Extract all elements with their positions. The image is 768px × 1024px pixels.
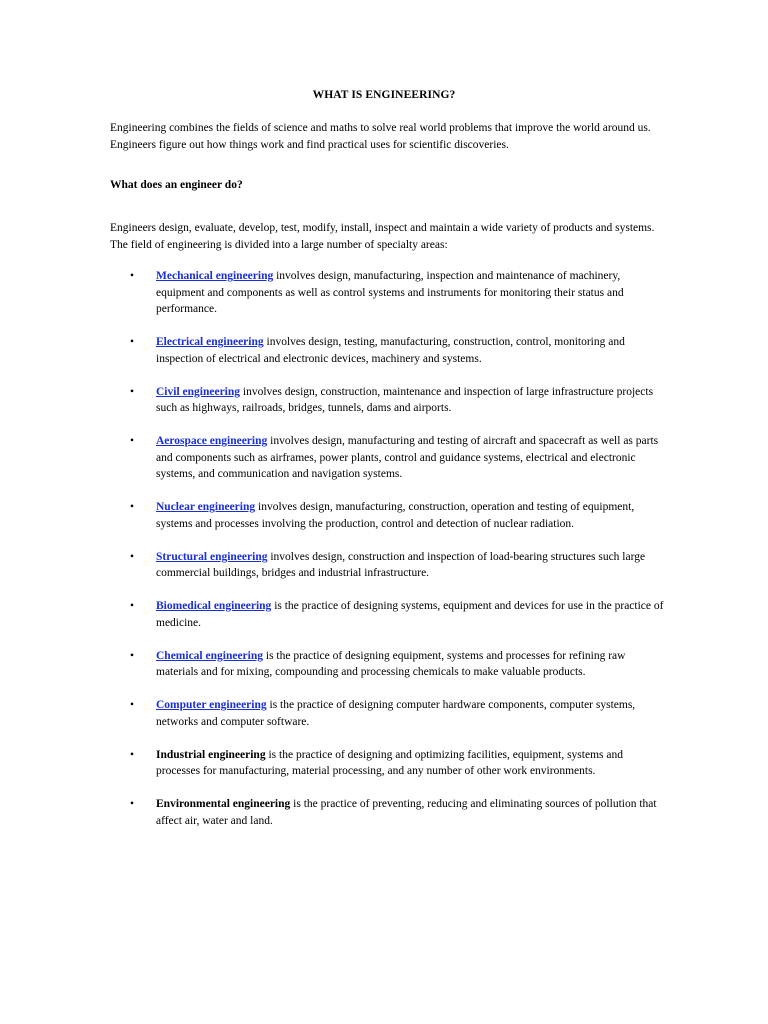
- list-item: [110, 334, 666, 367]
- list-item: [110, 747, 666, 780]
- area-description: involves design, manufacturing, inspection and maintenance of machinery, equipment and components as well as control systems and instruments for monitoring their status and performance.: [156, 270, 624, 315]
- bullet-icon: •: [130, 435, 135, 447]
- bullet-icon: •: [130, 649, 135, 662]
- list-item: [110, 697, 666, 730]
- bullet-icon: •: [130, 550, 135, 563]
- nuclear-engineering-link[interactable]: Nuclear engineering: [156, 501, 256, 513]
- aerospace-engineering-link[interactable]: Aerospace engineering: [156, 435, 268, 447]
- bullet-icon: •: [130, 748, 135, 761]
- area-description: is the practice of designing systems, equipment and devices for use in the practice of medicine.: [156, 600, 664, 629]
- area-description: is the practice of designing computer hardware components, computer systems, networks and computer software.: [156, 699, 636, 728]
- area-description: is the practice of preventing, reducing and eliminating sources of pollution that affect air, water and land.: [156, 798, 657, 827]
- civil-engineering-link[interactable]: Civil engineering: [156, 385, 241, 398]
- bullet-icon: •: [130, 600, 135, 612]
- area-description: involves design, manufacturing and testing of aircraft and spacecraft as well as parts and components such as airframes, power plants, control and guidance systems, electrical and electronic systems, and communication and navigation systems.: [156, 435, 659, 480]
- description-paragraph: Engineers design, evaluate, develop, test, modify, install, inspect and maintain a wide variety of products and systems. The field of engineering is divided into a large number of specialty areas:: [110, 222, 655, 251]
- area-description: involves design, construction and inspection of load-bearing structures such large commercial buildings, bridges and industrial infrastructure.: [156, 550, 646, 579]
- bullet-icon: •: [130, 336, 135, 348]
- area-description: involves design, testing, manufacturing, construction, control, monitoring and inspection of electrical and electronic devices, machinery and systems.: [156, 336, 625, 365]
- area-description: involves design, construction, maintenance and inspection of large infrastructure projects such as highways, railroads, bridges, tunnels, dams and airports.: [156, 385, 654, 414]
- specialty-list: [110, 268, 670, 846]
- list-item: [110, 499, 666, 532]
- bullet-icon: •: [130, 385, 135, 398]
- electrical-engineering-link[interactable]: Electrical engineering: [156, 336, 264, 348]
- list-item: [110, 796, 666, 829]
- mechanical-engineering-link[interactable]: Mechanical engineering: [156, 270, 274, 282]
- chemical-engineering-link[interactable]: Chemical engineering: [156, 649, 263, 662]
- page-title: WHAT IS ENGINEERING?: [312, 89, 456, 101]
- area-description: involves design, manufacturing, construction, operation and testing of equipment, systems and processes involving the production, control and detection of nuclear radiation.: [156, 501, 635, 530]
- list-item: [110, 598, 666, 631]
- computer-engineering-link[interactable]: Computer engineering: [156, 699, 267, 711]
- section-heading: What does an engineer do?: [110, 179, 243, 191]
- list-item: [110, 268, 666, 318]
- list-item: [110, 433, 666, 483]
- area-description: is the practice of designing and optimizing facilities, equipment, systems and processes for manufacturing, material processing, and any number of other work environments.: [156, 748, 623, 777]
- environmental-engineering-term: Environmental engineering: [156, 798, 291, 810]
- area-description: is the practice of designing equipment, systems and processes for refining raw materials and for mixing, compounding and processing chemicals to make valuable products.: [156, 649, 626, 678]
- list-item: [110, 384, 666, 417]
- list-item: [110, 549, 666, 582]
- list-item: [110, 648, 666, 681]
- bullet-icon: •: [130, 501, 135, 513]
- bullet-icon: •: [130, 699, 135, 711]
- structural-engineering-link[interactable]: Structural engineering: [156, 550, 268, 563]
- biomedical-engineering-link[interactable]: Biomedical engineering: [156, 600, 272, 612]
- intro-paragraph: Engineering combines the fields of science and maths to solve real world problems that improve the world around us. Engineers figure out how things work and find practical uses for scientific discoveries.: [110, 122, 651, 151]
- industrial-engineering-term: Industrial engineering: [156, 748, 266, 761]
- bullet-icon: •: [130, 798, 135, 810]
- bullet-icon: •: [130, 270, 135, 282]
